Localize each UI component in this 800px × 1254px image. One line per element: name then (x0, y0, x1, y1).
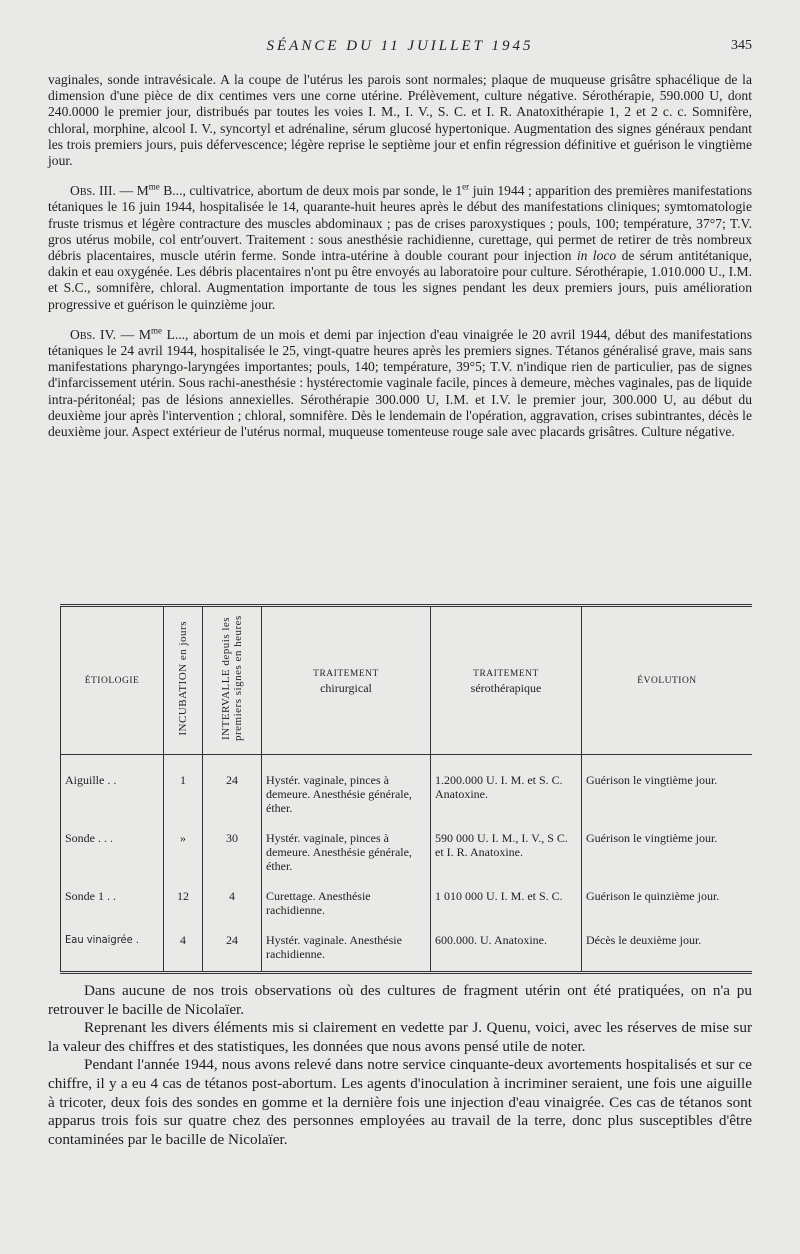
cell-etiologie: Eau vinaigrée . (61, 927, 164, 973)
header-evolution: ÉVOLUTION (582, 606, 753, 755)
table-row (61, 825, 753, 883)
header-intervalle (203, 606, 262, 755)
cell-serotherapique: 1.200.000 U. I. M. et S. C. Anatoxine. (431, 755, 582, 826)
obs4-mme-sup: me (150, 325, 162, 336)
table-header-row (61, 606, 753, 755)
header-chir-2: chirurgical (320, 680, 372, 695)
cell-serotherapique: 1 010 000 U. I. M. et S. C. (431, 883, 582, 927)
paragraph-1944: Pendant l'année 1944, nous avons relevé dans notre service cinquante-deux avortements hospitalisés et sur ce chiffre, il y a eu 4 cas de tétanos post-abortum. Les agents d'inoculation à incriminer seraient, une fois une aiguille à tricoter, deux fois des sondes en gomme et la dernière fois une injection d'eau vinaigrée. Ces cas de tétanos sont apparus trois fois sur quatre chez des personnes employées au travail de la terre, donc plus susceptibles d'être contaminées par le bacille de Nicolaïer. (48, 1056, 752, 1148)
cell-intervalle: 24 (203, 927, 262, 973)
cell-evolution: Guérison le vingtième jour. (586, 831, 718, 845)
running-header (48, 38, 752, 58)
obs3-text: juin 1944 ; apparition des premières manifestations tétaniques le 16 juin 1944, hospitalisée le 14, quarante-huit heures après le début des manifestations cliniques; symtomatologie fruste trismus et légère contracture des muscles abdominaux ; pas de crises paroxystiques ; pouls, 100; température, 37°7; T.V. gros utérus mobile, col entr'ouvert. Traitement : sous anesthésie rachidienne, curettage, qui permet de retirer de très nombreux débris placentaires, muscle utérin ferme. Sonde intra-utérine à double courant pour injection (48, 183, 753, 264)
obs3-text2: de sérum antitétanique, dakin et eau oxygénée. Les débris placentaires n'ont pu être envoyés au laboratoire pour culture. Sérothérapie, 1.010.000 U., I.M. et S.C., somnifère, chloral. Augmentation importante de tous les signes pendant les deux premiers jours, puis amélioration progressive et guérison le quinzième jour. (48, 248, 753, 312)
cell-evolution: Guérison le vingtième jour. (586, 773, 718, 787)
cell-etiologie: Sonde . . . (61, 825, 164, 883)
cell-serotherapique: 590 000 U. I. M., I. V., S C. et I. R. Anatoxine. (431, 825, 582, 883)
table-row (61, 755, 753, 826)
cell-chirurgical: Curettage. Anesthésie rachidienne. (262, 883, 431, 927)
etiology-table (60, 604, 752, 974)
cell-evolution: Guérison le quinzième jour. (586, 889, 720, 903)
cell-intervalle: 24 (203, 755, 262, 826)
obs3-mme: M (136, 183, 149, 199)
cell-incubation: 12 (164, 883, 203, 927)
cell-intervalle: 30 (203, 825, 262, 883)
header-intervalle-text: INTERVALLE depuis les premiers signes en heures (220, 615, 244, 741)
cell-chirurgical: Hystér. vaginale. Anesthésie rachidienne. (262, 927, 431, 973)
cell-etiologie: Aiguille . . (61, 755, 164, 826)
body-bottom (48, 982, 752, 1149)
body-top (48, 72, 752, 440)
cell-incubation: 4 (164, 927, 203, 973)
header-sero-1: TRAITEMENT (473, 668, 539, 679)
paragraph-continuation: vaginales, sonde intravésicale. A la coupe de l'utérus les parois sont normales; plaque de muqueuse grisâtre sphacélique de la dimension d'une pièce de dix centimes vers une corne utérine. Prélèvement, culture négative. Sérothérapie, 590.000 U, dont 240.0000 le premier jour, distribués par toutes les voies I. M., I. V., S. C. et I. R. Anatoxithérapie 1, 2 et 2 c. c. Somnifère, chloral, morphine, alcool I. V., syncortyl et adrénaline, sérum glucosé hypertonique. Augmentation des signes généraux pendant les trois premiers jours, puis défervescence; légère reprise le septième jour et enfin régression définitive et guérison le vingtième jour. (48, 72, 752, 169)
observation-4: Obs. IV. — $M^{me}$ L..., abortum de un mois et demi par injection d'eau vinaigrée le 20 avril 1944, début des manifestations tétaniques le 24 avril 1944, hospitalisée le 25, vingt-quatre heures après les premiers signes. Tétanos généralisé grave, mais sans manifestations pharyngo-laryngées importantes; pouls, 140; température, 39°5; T.V. n'indique rien de particulier, pas de signes d'infarcissement utérin. Sous rachi-anesthésie : hystérectomie vaginale facile, pinces à demeure, mèches vaginales, pas de liquide intra-péritonéal; pas de lésions annexielles. Sérothérapie 300.000 U, I.M. et I.V. le premier jour, 300.000 U, au début du deuxième jour après l'intervention ; chloral, somnifère. Dès le lendemain de l'opération, aggravation, crises subintrantes, décès le deuxième jour. Aspect extérieur de l'utérus normal, muqueuse tomenteuse rouge sale avec placards grisâtres. Culture négative. (48, 325, 752, 440)
cell-chirurgical: Hystér. vaginale, pinces à demeure. Anesthésie générale, éther. (262, 825, 431, 883)
cell-chirurgical: Hystér. vaginale, pinces à demeure. Anesthésie générale, éther. (262, 755, 431, 826)
obs3-sup: er (462, 181, 470, 192)
cell-evolution: Décès le deuxième jour. (586, 933, 702, 947)
header-serotherapique (431, 606, 582, 755)
cell-incubation: » (164, 825, 203, 883)
cell-serotherapique: 600.000. U. Anatoxine. (431, 927, 582, 973)
page-number: 345 (731, 38, 752, 53)
paragraph-cultures: Dans aucune de nos trois observations où des cultures de fragment utérin ont été pratiquées, on n'a pu retrouver le bacille de Nicolaïer. (48, 982, 752, 1018)
header-etiologie: ÉTIOLOGIE (61, 606, 164, 755)
header-sero-2: sérothérapique (470, 680, 542, 695)
header-incubation-text: INCUBATION en jours (177, 620, 189, 736)
cell-incubation: 1 (164, 755, 203, 826)
obs3-name: B..., cultivatrice, abortum de deux mois par sonde, le 1 (163, 183, 463, 199)
obs3-italic: in loco (576, 248, 617, 264)
paragraph-quenu: Reprenant les divers éléments mis si clairement en vedette par J. Quenu, voici, avec les réserves de mise sur la valeur des chiffres et des statistiques, les données que nous avons pensé utile de noter. (48, 1019, 752, 1055)
table-row (61, 883, 753, 927)
table-row (61, 927, 753, 973)
obs4-label: Obs. IV. (70, 326, 117, 342)
header-chirurgical (262, 606, 431, 755)
obs4-text: L..., abortum de un mois et demi par injection d'eau vinaigrée le 20 avril 1944, début des manifestations tétaniques le 24 avril 1944, hospitalisée le 25, vingt-quatre heures après les premiers signes. Tétanos généralisé grave, mais sans manifestations pharyngo-laryngées importantes; pouls, 140; température, 39°5; T.V. n'indique rien de particulier, pas de signes d'infarcissement utérin. Sous rachi-anesthésie : hystérectomie vaginale facile, pinces à demeure, mèches vaginales, pas de liquide intra-péritonéal; pas de lésions annexielles. Sérothérapie 300.000 U, I.M. et I.V. le premier jour, 300.000 U, au début du deuxième jour après l'intervention ; chloral, somnifère. Dès le lendemain de l'opération, aggravation, crises subintrantes, décès le deuxième jour. Aspect extérieur de l'utérus normal, muqueuse tomenteuse rouge sale avec placards grisâtres. Culture négative. (48, 326, 752, 440)
cell-intervalle: 4 (203, 883, 262, 927)
observation-3: Obs. III. — $M^{me}$ B..., cultivatrice, abortum de deux mois par sonde, le 1er juin 1944 ; apparition des premières manifestations tétaniques le 16 juin 1944, hospitalisée le 14, quarante-huit heures après le début des manifestations cliniques; symtomatologie fruste trismus et légère contracture des muscles abdominaux ; pas de crises paroxystiques ; pouls, 100; température, 37°7; T.V. gros utérus mobile, col entr'ouvert. Traitement : sous anesthésie rachidienne, curettage, qui permet de retirer de très nombreux débris placentaires, muscle utérin ferme. Sonde intra-utérine à double courant pour injection in loco de sérum antitétanique, dakin et eau oxygénée. Les débris placentaires n'ont pu être envoyés au laboratoire pour culture. Sérothérapie, 1.010.000 U., I.M. et S.C., somnifère, chloral. Augmentation importante de tous les signes pendant les deux premiers jours, puis amélioration progressive et guérison le quinzième jour. (48, 181, 753, 312)
obs4-mme: M (138, 326, 151, 342)
etiology-table-wrap (60, 604, 752, 961)
obs3-label: Obs. III. (70, 183, 116, 199)
header-incubation (164, 606, 203, 755)
cell-etiologie: Sonde 1 . . (61, 883, 164, 927)
obs3-mme-sup: me (148, 181, 160, 192)
header-chir-1: TRAITEMENT (313, 668, 379, 679)
running-title: SÉANCE DU 11 JUILLET 1945 (266, 38, 534, 54)
